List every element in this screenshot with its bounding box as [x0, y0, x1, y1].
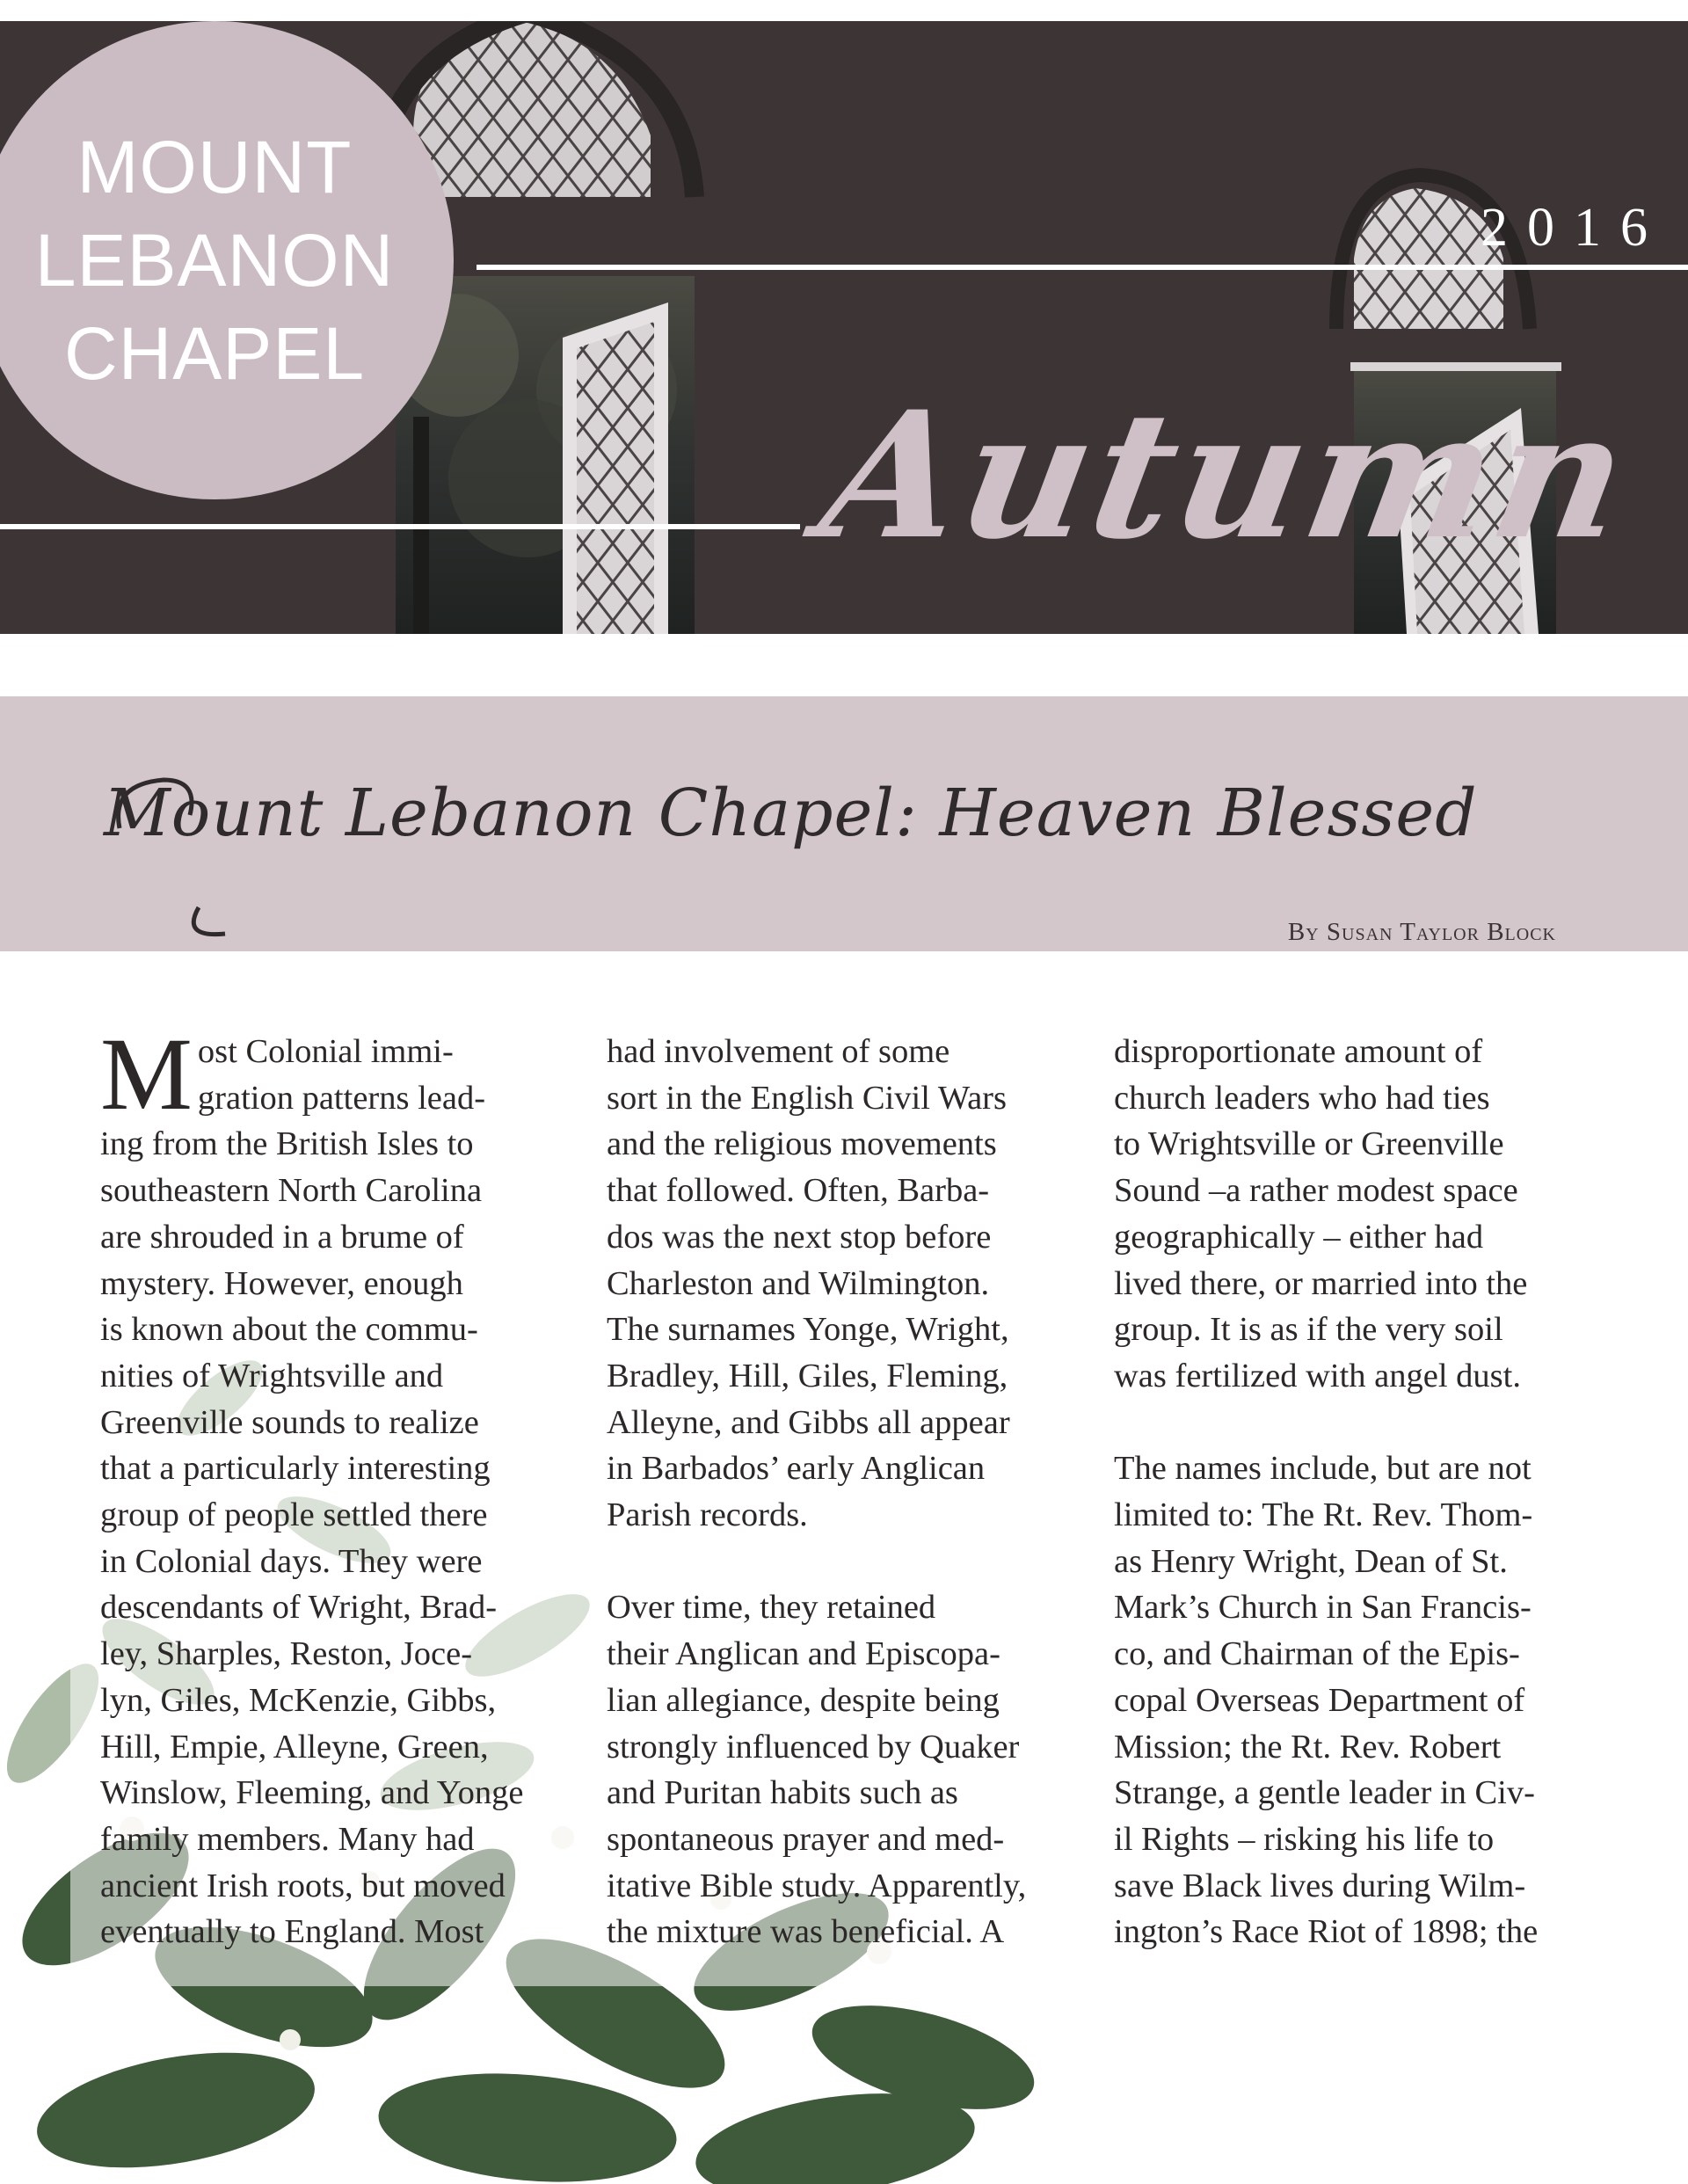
text-line: and Puritan habits such as [607, 1774, 958, 1812]
text-line: nities of Wrightsville and [100, 1357, 444, 1394]
text-line: was fertilized with angel dust. [1114, 1357, 1521, 1394]
text-line: sort in the English Civil Wars [607, 1079, 1007, 1117]
text-line: Mission; the Rt. Rev. Robert [1114, 1728, 1502, 1765]
text-line: Alleyne, and Gibbs all appear [607, 1403, 1010, 1441]
issue-year: 2016 [1481, 198, 1667, 258]
text-line: eventually to England. Most [100, 1913, 484, 1951]
paragraph [1114, 1029, 1606, 1400]
text-line: copal Overseas Department of [1114, 1681, 1525, 1719]
logo-line-1: MOUNT [76, 126, 353, 208]
article-column-1 [100, 1016, 593, 2002]
text-line: family members. Many had [100, 1820, 475, 1858]
text-line: Bradley, Hill, Giles, Fleming, [607, 1357, 1008, 1394]
text-line: ing from the British Isles to [100, 1125, 474, 1163]
text-line: ington’s Race Riot of 1898; the [1114, 1913, 1539, 1951]
article-column-3 [1114, 1029, 1606, 1955]
text-line: is known about the commu- [100, 1311, 478, 1349]
text-line: Winslow, Fleeming, and Yonge [100, 1774, 524, 1812]
text-line: as Henry Wright, Dean of St. [1114, 1542, 1508, 1580]
text-line: The surnames Yonge, Wright, [607, 1311, 1009, 1349]
article-title: Mount Lebanon Chapel: Heaven Blessed [104, 775, 1478, 851]
text-line: and the religious movements [607, 1125, 997, 1163]
text-line: itative Bible study. Apparently, [607, 1867, 1027, 1904]
logo-line-3: CHAPEL [63, 312, 366, 395]
text-line: strongly influenced by Quaker [607, 1728, 1020, 1765]
text-line: that a particularly interesting [100, 1450, 491, 1488]
article-byline: By Susan Taylor Block [1287, 918, 1556, 946]
text-line: group. It is as if the very soil [1114, 1311, 1503, 1349]
logo-line-2: LEBANON [34, 219, 395, 302]
text-line: mystery. However, enough [100, 1264, 463, 1302]
text-line: ost Colonial immi- [197, 1033, 454, 1070]
text-line: Over time, they retained [607, 1589, 936, 1627]
paragraph [100, 1016, 593, 1955]
text-line: co, and Chairman of the Epis- [1114, 1635, 1520, 1673]
paragraph [607, 1584, 1099, 1955]
text-line: Mark’s Church in San Francis- [1114, 1589, 1532, 1627]
paragraph [607, 1029, 1099, 1539]
text-line: The names include, but are not [1114, 1450, 1532, 1488]
article-column-2 [607, 1029, 1099, 1955]
header-banner [0, 21, 1688, 634]
drop-cap: M [100, 1016, 193, 1132]
header-rule-top [477, 265, 1688, 270]
text-line: Greenville sounds to realize [100, 1403, 479, 1441]
text-line: group of people settled there [100, 1496, 488, 1534]
text-line: Sound –a rather modest space [1114, 1172, 1518, 1210]
text-line: Parish records. [607, 1496, 808, 1534]
text-line: ley, Sharples, Reston, Joce- [100, 1635, 473, 1673]
text-line: descendants of Wright, Brad- [100, 1589, 498, 1627]
text-line: the mixture was beneficial. A [607, 1913, 1005, 1951]
text-line: lyn, Giles, McKenzie, Gibbs, [100, 1681, 497, 1719]
text-line: geographically – either had [1114, 1218, 1484, 1256]
text-line: il Rights – risking his life to [1114, 1820, 1495, 1858]
issue-season-title: Autumn [808, 373, 1646, 578]
text-line: had involvement of some [607, 1033, 950, 1070]
text-line: Hill, Empie, Alleyne, Green, [100, 1728, 489, 1765]
text-line: dos was the next stop before [607, 1218, 992, 1256]
text-line: that followed. Often, Barba- [607, 1172, 990, 1210]
text-line: church leaders who had ties [1114, 1079, 1490, 1117]
text-line: save Black lives during Wilm- [1114, 1867, 1526, 1904]
text-line: their Anglican and Episcopa- [607, 1635, 1000, 1673]
text-line: are shrouded in a brume of [100, 1218, 464, 1256]
text-line: disproportionate amount of [1114, 1033, 1483, 1070]
text-line: Charleston and Wilmington. [607, 1264, 990, 1302]
text-line: in Colonial days. They were [100, 1542, 483, 1580]
text-line: Strange, a gentle leader in Civ- [1114, 1774, 1535, 1812]
text-line: limited to: The Rt. Rev. Thom- [1114, 1496, 1533, 1534]
paragraph [1114, 1445, 1606, 1955]
text-line: ancient Irish roots, but moved [100, 1867, 506, 1904]
text-line: lian allegiance, despite being [607, 1681, 1000, 1719]
text-line: southeastern North Carolina [100, 1172, 483, 1210]
header-rule-bottom [0, 524, 800, 529]
text-line: in Barbados’ early Anglican [607, 1450, 986, 1488]
text-line: to Wrightsville or Greenville [1114, 1125, 1504, 1163]
text-line: gration patterns lead- [197, 1079, 486, 1117]
text-line: lived there, or married into the [1114, 1264, 1528, 1302]
text-line: spontaneous prayer and med- [607, 1820, 1005, 1858]
article-title-band [0, 696, 1688, 951]
